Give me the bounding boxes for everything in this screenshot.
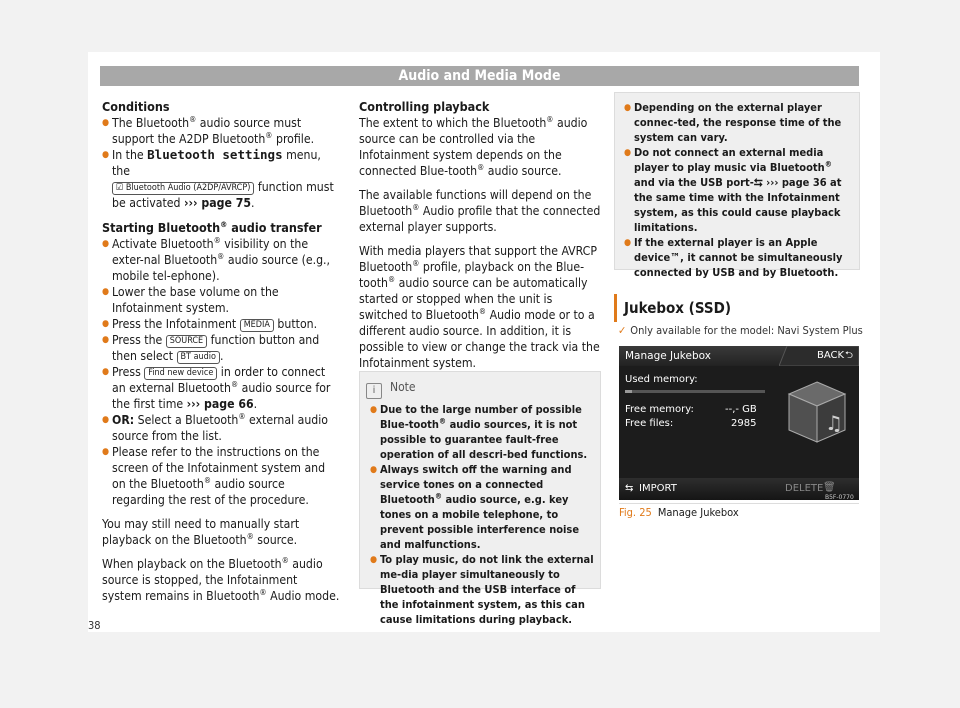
step-item: ● Press the SOURCE function button and then select BT audio . bbox=[102, 332, 340, 364]
bluetooth-audio-key: ☑ Bluetooth Audio (A2DP/AVRCP) bbox=[112, 182, 254, 195]
page-ref[interactable]: ››› page 36 bbox=[762, 176, 827, 189]
page-ref[interactable]: ››› page 75 bbox=[183, 196, 251, 210]
paragraph: The extent to which the Bluetooth® audio source can be controlled via the Infotainment system depends on the connected Blue-tooth® audio source. bbox=[359, 114, 588, 178]
usb-icon: ⮀ bbox=[753, 176, 763, 189]
paragraph: With media players that support the AVRCP Bluetooth® profile, playback on the Blue-tooth® audio source can be automatically started or stopped when the unit is switched to Bluetooth® Audio mode or to a different audio source. In addition, it is possible to view or change the track via the Infotainment system. bbox=[359, 244, 600, 370]
bt-audio-key: BT audio bbox=[177, 351, 221, 364]
memory-bar bbox=[625, 390, 765, 393]
free-memory-label: Free memory: bbox=[625, 404, 694, 415]
note-item: ● If the external player is an Apple device™, it cannot be simultaneously connected by USB and by Bluetooth. bbox=[624, 235, 852, 280]
step-item: ● OR: Select a Bluetooth® external audio source from the list. bbox=[102, 412, 340, 444]
used-memory-label: Used memory: bbox=[625, 374, 698, 385]
jukebox-heading: Jukebox (SSD) bbox=[624, 299, 731, 317]
note-item: ● To play music, do not link the external me-dia player simultaneously to Bluetooth and the USB interface of the infotainment system, as this can cause limitations during playback. bbox=[370, 552, 596, 627]
start-heading: Starting Bluetooth® audio transfer bbox=[102, 219, 322, 235]
back-arrow-icon: ⮌ bbox=[845, 350, 854, 361]
figure-number: Fig. 25 bbox=[619, 506, 652, 519]
note-body bbox=[370, 402, 596, 627]
trash-icon: 🗑 bbox=[823, 482, 836, 493]
info-icon: i bbox=[366, 383, 382, 399]
condition-item: ● In the Bluetooth settings menu, the ☑ Bluetooth Audio (A2DP/AVRCP) function must be activated ››› page 75. bbox=[102, 147, 340, 211]
page-ref[interactable]: ››› page 66 bbox=[186, 397, 254, 411]
note-box-continued bbox=[614, 92, 860, 279]
free-memory-value: --,- GB bbox=[725, 404, 757, 415]
jukebox-screen bbox=[619, 346, 859, 500]
conditions-heading: Conditions bbox=[102, 99, 170, 114]
import-icon: ⇆ bbox=[625, 483, 634, 494]
delete-button[interactable]: DELETE bbox=[785, 483, 824, 494]
note-header: i Note bbox=[366, 378, 416, 396]
memory-bar-fill bbox=[625, 390, 632, 393]
step-item: ● Press Find new device in order to connect an external Bluetooth® audio source for the first time ››› page 66. bbox=[102, 364, 340, 412]
section-marker bbox=[614, 294, 617, 322]
availability-note: ✓ Only available for the model: Navi System Plus bbox=[618, 324, 863, 337]
import-button[interactable]: IMPORT bbox=[639, 483, 677, 494]
screen-title: Manage Jukebox bbox=[625, 350, 711, 362]
step-item: ● Lower the base volume on the Infotainment system. bbox=[102, 284, 340, 316]
figure-caption: Fig. 25 Manage Jukebox bbox=[619, 503, 859, 522]
section-header: Audio and Media Mode bbox=[100, 66, 859, 86]
free-files-value: 2985 bbox=[731, 418, 757, 429]
page-number: 38 bbox=[88, 619, 101, 632]
paragraph: The available functions will depend on the Bluetooth® Audio profile that the connected external player supports. bbox=[359, 188, 601, 234]
column-middle bbox=[359, 98, 601, 371]
svg-text:♫: ♫ bbox=[825, 411, 843, 435]
check-icon: ✓ bbox=[618, 324, 627, 337]
step-item: ● Press the Infotainment MEDIA button. bbox=[102, 316, 340, 332]
note-box bbox=[359, 371, 601, 626]
step-item: ● Please refer to the instructions on the screen of the Infotainment system and on the Bluetooth® audio source regarding the rest of the procedure. bbox=[102, 444, 340, 508]
media-key: MEDIA bbox=[240, 319, 274, 332]
note-item: ● Depending on the external player connec-ted, the response time of the system can vary. bbox=[624, 100, 852, 145]
note-item: ● Do not connect an external media player to play music via Bluetooth® and via the USB port-⮀ ››› page 36 at the same time with the Infotainment system, as this could cause playback limitations. bbox=[624, 145, 852, 235]
free-files-label: Free files: bbox=[625, 418, 674, 429]
column-left bbox=[102, 98, 340, 604]
image-code: B5F-0770 bbox=[825, 494, 854, 500]
find-new-device-key: Find new device bbox=[144, 367, 217, 380]
step-item: ● Activate Bluetooth® visibility on the exter-nal Bluetooth® audio source (e.g., mobile tel-ephone). bbox=[102, 236, 340, 284]
music-box-icon bbox=[785, 378, 849, 446]
source-key: SOURCE bbox=[166, 335, 207, 348]
note-item: ● Always switch off the warning and service tones on a connected Bluetooth® audio source, e.g. key tones on a mobile telephone, to prevent possible interference noise and malfunctions. bbox=[370, 462, 596, 552]
condition-item: ● The Bluetooth® audio source must support the A2DP Bluetooth® profile. bbox=[102, 115, 340, 147]
controlling-heading: Controlling playback bbox=[359, 99, 490, 114]
note-item: ● Due to the large number of possible Blue-tooth® audio sources, it is not possible to guarantee fault-free operation of all descri-bed functions. bbox=[370, 402, 596, 462]
paragraph: You may still need to manually start playback on the Bluetooth® source. bbox=[102, 517, 300, 547]
paragraph: When playback on the Bluetooth® audio source is stopped, the Infotainment system remains in Bluetooth® Audio mode. bbox=[102, 555, 340, 603]
back-button[interactable]: BACK bbox=[817, 350, 845, 361]
